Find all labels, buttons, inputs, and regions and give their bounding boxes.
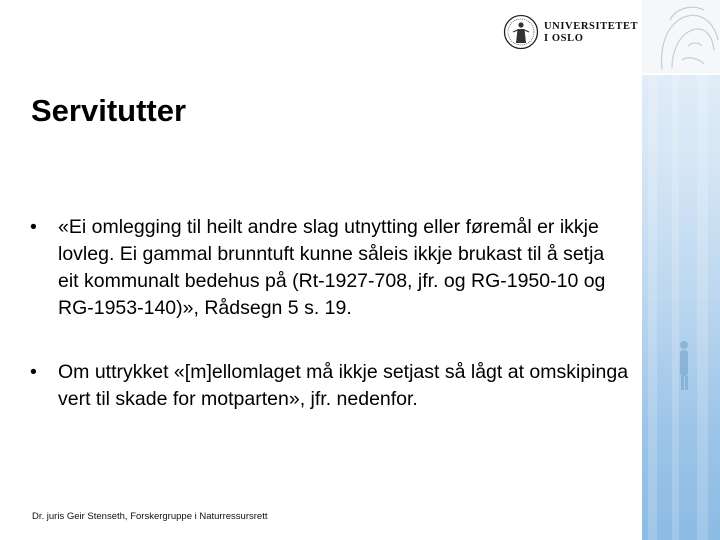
university-name-line2: I OSLO: [544, 33, 584, 44]
bullet-text: Om uttrykket «[m]ellomlaget må ikkje setjast så lågt at omskipinga vert til skade for motparten», jfr. nedenfor.: [58, 361, 629, 410]
bullet-marker: •: [30, 361, 37, 383]
band-top-panel: [642, 0, 720, 75]
bullet-item: [30, 214, 630, 322]
university-seal-icon: [503, 14, 539, 50]
band-separator: [642, 73, 720, 75]
decorative-side-band: [642, 0, 720, 540]
university-logo: [503, 14, 639, 54]
university-name-line1: UNIVERSITETET: [544, 21, 639, 32]
sculpture-silhouette-icon: [642, 0, 720, 540]
slide-footer: Dr. juris Geir Stenseth, Forskergruppe i Naturressursrett: [32, 511, 268, 522]
bullet-item: [30, 359, 630, 413]
university-name: [544, 21, 638, 45]
bullet-text: «Ei omlegging til heilt andre slag utnytting eller føremål er ikkje lovleg. Ei gammal brunntuft kunne såleis ikkje brukast til å setja eit kommunalt bedehus på (Rt-1927-708, jfr. og RG-1950-10 og RG-1953-140)», Rådsegn 5 s. 19.: [58, 216, 606, 319]
slide-title: Servitutter: [31, 93, 187, 128]
bullet-list: [30, 214, 630, 450]
statue-head-icon: [642, 0, 720, 73]
bullet-marker: •: [30, 216, 37, 238]
